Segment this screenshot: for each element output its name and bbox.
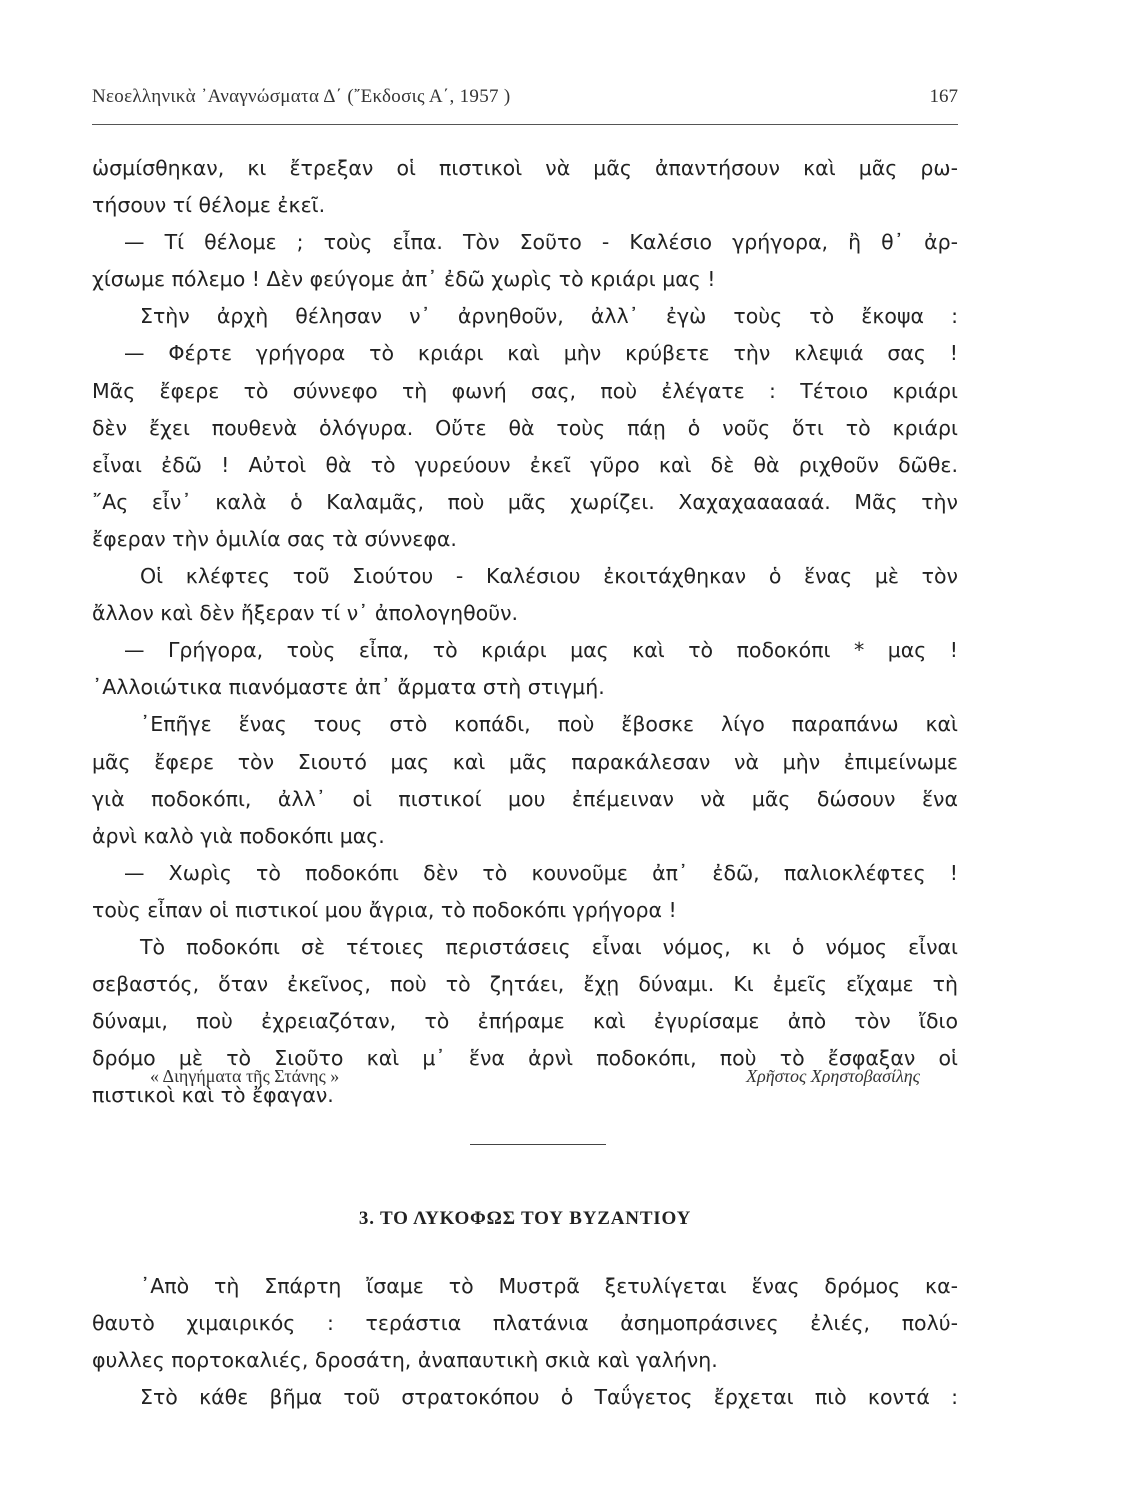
text-line: μᾶς ἔφερε τὸν Σιουτό μας καὶ μᾶς παρακάλεσαν νὰ μὴν ἐπιμείνωμε bbox=[92, 749, 958, 774]
text-line: — Γρήγορα, τοὺς εἶπα, τὸ κριάρι μας καὶ τὸ ποδοκόπι * μας ! bbox=[124, 638, 958, 663]
text-line: γιὰ ποδοκόπι, ἀλλ᾿ οἱ πιστικοί μου ἐπέμειναν νὰ μᾶς δώσουν ἕνα bbox=[92, 786, 958, 811]
section-divider bbox=[470, 1144, 606, 1145]
source-citation: « Διηγήματα τῆς Στάνης » bbox=[150, 1066, 340, 1086]
text-line: τοὺς εἶπαν οἱ πιστικοί μου ἄγρια, τὸ ποδοκόπι γρήγορα ! bbox=[92, 897, 677, 922]
page-number: 167 bbox=[929, 86, 958, 107]
text-line: τήσουν τί θέλομε ἐκεῖ. bbox=[92, 193, 326, 218]
text-line: πιστικοὶ καὶ τὸ ἔφαγαν. bbox=[92, 1083, 334, 1108]
text-line: ἀρνὶ καλὸ γιὰ ποδοκόπι μας. bbox=[92, 823, 385, 848]
text-line: φυλλες πορτοκαλιές, δροσάτη, ἀναπαυτικὴ σκιὰ καὶ γαλήνη. bbox=[92, 1348, 718, 1373]
text-line: Τὸ ποδοκόπι σὲ τέτοιες περιστάσεις εἶναι νόμος, κι ὁ νόμος εἶναι bbox=[140, 934, 958, 959]
text-line: — Χωρὶς τὸ ποδοκόπι δὲν τὸ κουνοῦμε ἀπ᾿ ἐδῶ, παλιοκλέφτες ! bbox=[124, 860, 958, 885]
signature bbox=[150, 1066, 920, 1096]
text-line: δύναμι, ποὺ ἐχρειαζόταν, τὸ ἐπήραμε καὶ ἐγυρίσαμε ἀπὸ τὸν ἴδιο bbox=[92, 1009, 958, 1034]
running-head-title: Νεοελληνικὰ ᾿Αναγνώσματα Δ΄ (῎Εκδοσις Α΄, 1957 ) bbox=[92, 86, 511, 107]
text-line: ᾿Απὸ τὴ Σπάρτη ἴσαμε τὸ Μυστρᾶ ξετυλίγεται ἕνας δρόμος κα- bbox=[140, 1274, 958, 1298]
text-line: δὲν ἔχει πουθενὰ ὁλόγυρα. Οὔτε θὰ τοὺς πάῃ ὁ νοῦς ὅτι τὸ κριάρι bbox=[92, 415, 958, 440]
text-line: ἄλλον καὶ δὲν ἤξεραν τί ν᾿ ἀπολογηθοῦν. bbox=[92, 601, 519, 626]
text-line: ᾿Αλλοιώτικα πιανόμαστε ἀπ᾿ ἄρματα στὴ στιγμή. bbox=[92, 675, 605, 700]
text-line: ᾿Επῆγε ἕνας τους στὸ κοπάδι, ποὺ ἔβοσκε λίγο παραπάνω καὶ bbox=[140, 712, 958, 737]
text-line: — Τί θέλομε ; τοὺς εἶπα. Τὸν Σοῦτο - Καλέσιο γρήγορα, ἢ θ᾿ ἀρ- bbox=[124, 230, 958, 255]
text-line: δρόμο μὲ τὸ Σιοῦτο καὶ μ᾿ ἕνα ἀρνὶ ποδοκόπι, ποὺ τὸ ἔσφαξαν οἱ bbox=[92, 1046, 958, 1071]
text-line: ἔφεραν τὴν ὁμιλία σας τὰ σύννεφα. bbox=[92, 526, 457, 551]
story-text bbox=[92, 150, 958, 1114]
text-line: σεβαστός, ὅταν ἐκεῖνος, ποὺ τὸ ζητάει, ἔχῃ δύναμι. Κι ἐμεῖς εἴχαμε τὴ bbox=[92, 972, 958, 997]
text-line: ὡσμίσθηκαν, κι ἔτρεξαν οἱ πιστικοὶ νὰ μᾶς ἀπαντήσουν καὶ μᾶς ρω- bbox=[92, 156, 958, 180]
author-name: Χρῆστος Χρηστοβασίλης bbox=[746, 1066, 920, 1086]
text-line: χίσωμε πόλεμο ! Δὲν φεύγομε ἀπ᾿ ἐδῶ χωρὶς τὸ κριάρι μας ! bbox=[92, 267, 716, 292]
text-line: ῎Ας εἶν᾿ καλὰ ὁ Καλαμᾶς, ποὺ μᾶς χωρίζει. Χαχαχαααααά. Μᾶς τὴν bbox=[92, 489, 958, 514]
text-line: εἶναι ἐδῶ ! Αὐτοὶ θὰ τὸ γυρεύουν ἐκεῖ γῦρο καὶ δὲ θὰ ριχθοῦν δῶθε. bbox=[92, 452, 958, 477]
header-rule bbox=[92, 124, 958, 125]
text-line: — Φέρτε γρήγορα τὸ κριάρι καὶ μὴν κρύβετε τὴν κλεψιά σας ! bbox=[124, 341, 958, 366]
section-text bbox=[92, 1268, 958, 1416]
text-line: Στὸ κάθε βῆμα τοῦ στρατοκόπου ὁ Ταΰγετος ἔρχεται πιὸ κοντά : bbox=[140, 1385, 958, 1410]
text-line: Οἱ κλέφτες τοῦ Σιούτου - Καλέσιου ἐκοιτάχθηκαν ὁ ἕνας μὲ τὸν bbox=[140, 564, 958, 589]
text-line: θαυτὸ χιμαιρικός : τεράστια πλατάνια ἀσημοπράσινες ἐλιές, πολύ- bbox=[92, 1311, 958, 1336]
text-line: Στὴν ἀρχὴ θέλησαν ν᾿ ἀρνηθοῦν, ἀλλ᾿ ἐγὼ τοὺς τὸ ἔκοψα : bbox=[140, 304, 958, 329]
section-title: 3. ΤΟ ΛΥΚΟΦΩΣ ΤΟΥ ΒΥΖΑΝΤΙΟΥ bbox=[358, 1208, 692, 1229]
text-line: Μᾶς ἔφερε τὸ σύννεφο τὴ φωνή σας, ποὺ ἐλέγατε : Τέτοιο κριάρι bbox=[92, 378, 958, 403]
running-head bbox=[92, 86, 958, 116]
